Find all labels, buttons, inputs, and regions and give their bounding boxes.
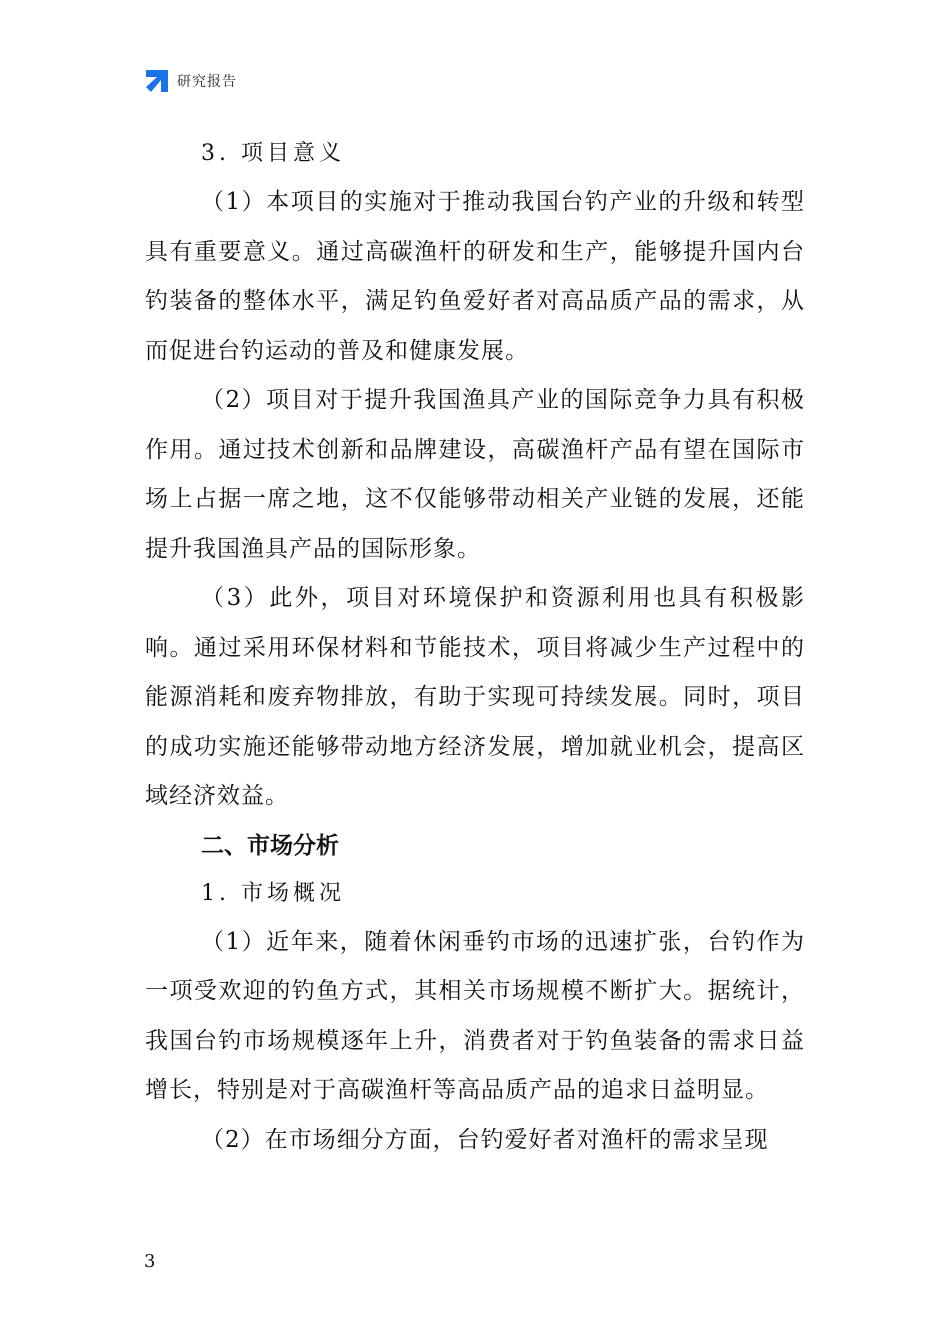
header-title: 研究报告 [177,74,237,90]
paragraph-2: （2）项目对于提升我国渔具产业的国际竞争力具有积极作用。通过技术创新和品牌建设，高碳渔杆产品有望在国际市场上占据一席之地，这不仅能够带动相关产业链的发展，还能提升我国渔具产品的国际形象。 [145,387,805,562]
section-heading-market-overview: 1. 市场概况 [201,880,345,906]
paragraph-3: （3）此外，项目对环境保护和资源利用也具有积极影响。通过采用环保材料和节能技术，项目将减少生产过程中的能源消耗和废弃物排放，有助于实现可持续发展。同时，项目的成功实施还能够带动地方经济发展，增加就业机会，提高区域经济效益。 [145,585,805,809]
section-heading-market-analysis: 二、市场分析 [201,831,339,859]
paragraph-4: （1）近年来，随着休闲垂钓市场的迅速扩张，台钓作为一项受欢迎的钓鱼方式，其相关市场规模不断扩大。据统计，我国台钓市场规模逐年上升，消费者对于钓鱼装备的需求日益增长，特别是对于高碳渔杆等高品质产品的追求日益明显。 [145,928,805,1103]
page-header [144,68,237,94]
arrow-up-right-icon [144,68,170,94]
section-heading-project-significance: 3. 项目意义 [201,141,345,166]
page-number: 3 [144,1251,156,1272]
paragraph-1: （1）本项目的实施对于推动我国台钓产业的升级和转型具有重要意义。通过高碳渔杆的研发和生产，能够提升国内台钓装备的整体水平，满足钓鱼爱好者对高品质产品的需求，从而促进台钓运动的普及和健康发展。 [145,189,805,364]
document-body [145,130,805,1165]
paragraph-5: （2）在市场细分方面，台钓爱好者对渔杆的需求呈现 [201,1126,769,1153]
